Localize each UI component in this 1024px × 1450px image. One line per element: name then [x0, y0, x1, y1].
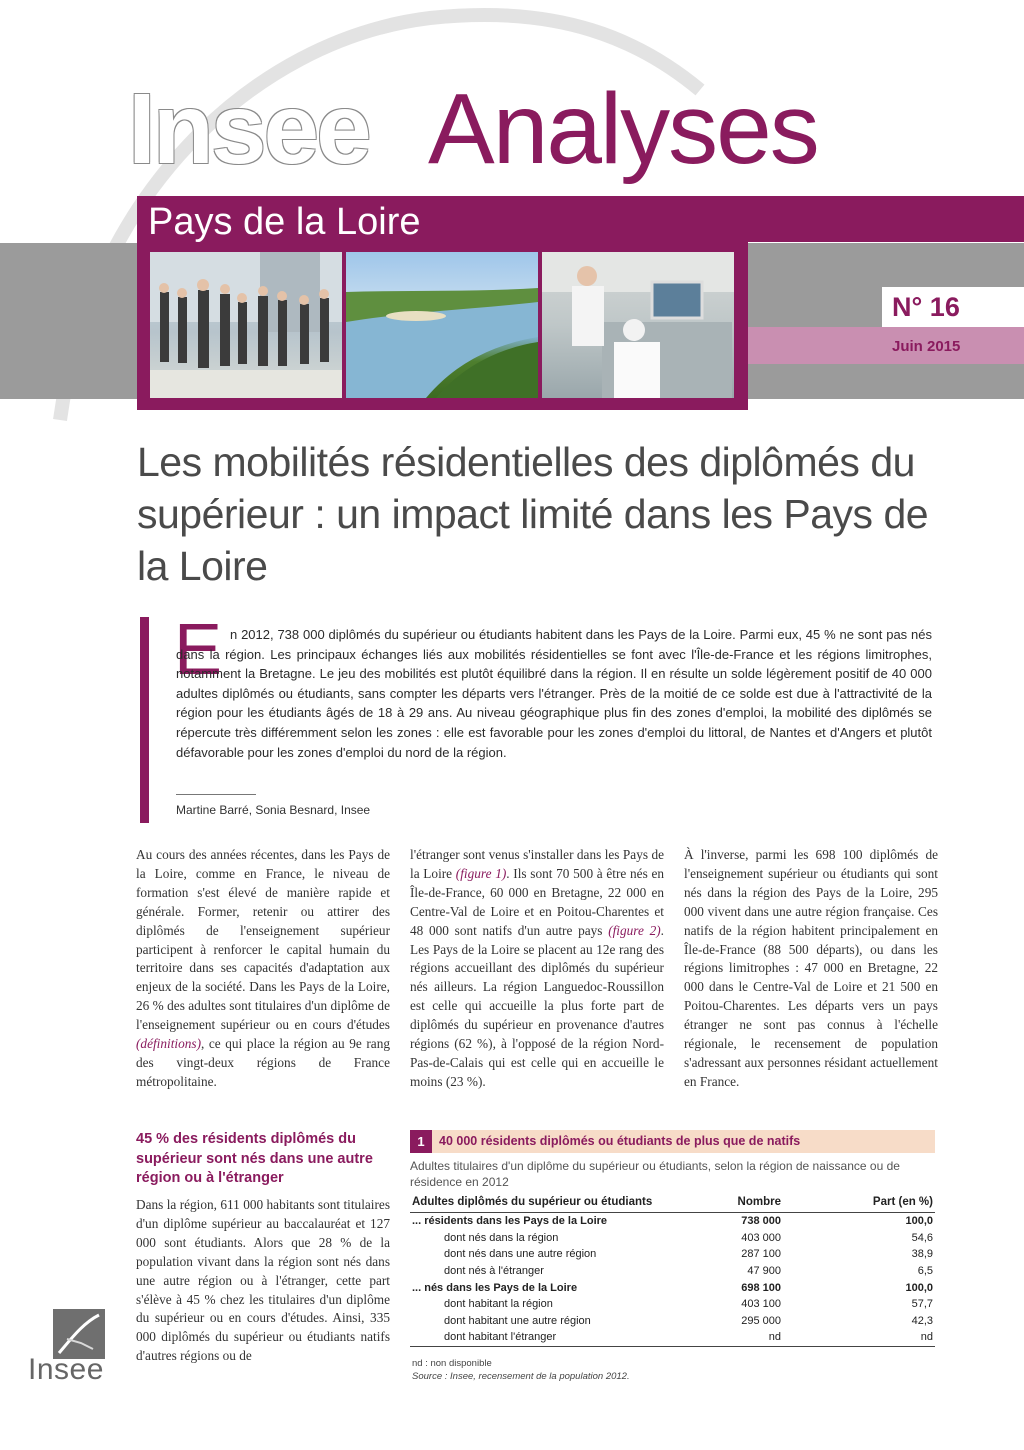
- row-nombre: 47 900: [747, 1265, 781, 1278]
- row-label: dont habitant une autre région: [444, 1314, 591, 1327]
- table-row: [410, 1246, 935, 1263]
- row-label: ... nés dans les Pays de la Loire: [412, 1281, 578, 1294]
- article-authors: Martine Barré, Sonia Besnard, Insee: [176, 803, 371, 817]
- table-row: [410, 1230, 935, 1247]
- figure-source: Source : Insee, recensement de la population 2012.: [412, 1371, 630, 1382]
- lead-accent-bar: [140, 617, 149, 823]
- row-label: dont nés dans une autre région: [444, 1248, 597, 1261]
- article-title: Les mobilités résidentielles des diplômés du supérieur : un impact limité dans les Pays de la Loire: [137, 439, 929, 589]
- issue-number: N° 16: [892, 292, 960, 322]
- figure-note: nd : non disponible: [412, 1358, 492, 1369]
- row-label: ... résidents dans les Pays de la Loire: [412, 1215, 608, 1228]
- row-nombre: 403 000: [741, 1231, 781, 1244]
- row-part: 100,0: [905, 1281, 933, 1294]
- row-part: 57,7: [911, 1298, 933, 1311]
- table-row: [410, 1279, 935, 1296]
- lead-dropcap: E: [174, 610, 223, 690]
- table-row: [410, 1296, 935, 1313]
- table-header-row: [410, 1192, 935, 1213]
- photo-loire-river: [346, 252, 538, 398]
- figure-title: 40 000 résidents diplômés ou étudiants de plus que de natifs: [439, 1134, 801, 1148]
- body-column-2: [410, 846, 664, 1092]
- definitions-link[interactable]: (définitions): [136, 1036, 201, 1052]
- table-row: [410, 1329, 935, 1346]
- row-part: 54,6: [911, 1231, 933, 1244]
- row-nombre: nd: [687, 1329, 783, 1346]
- row-nombre: 738 000: [741, 1215, 781, 1228]
- brand-analyses-logo: Analyses: [428, 73, 818, 185]
- row-part: 6,5: [917, 1265, 933, 1278]
- body-column-1: [136, 846, 390, 1092]
- table-row: [410, 1263, 935, 1280]
- table-row: [410, 1213, 935, 1230]
- figure-2-link[interactable]: (figure 2): [608, 922, 661, 938]
- column-header-part: Part (en %): [783, 1192, 935, 1213]
- region-title: Pays de la Loire: [148, 201, 421, 243]
- row-nombre: 403 100: [741, 1298, 781, 1311]
- body-text: . Les Pays de la Loire se placent au 12e rang des régions accueillant des diplômés du supérieur nés ailleurs. La région Languedoc-Roussillon est celle qui accueille la plus forte part de diplômés du supérieur en provenance d'autres régions (62 %), à l'opposé de la région Nord-Pas-de-Calais qui est celle qui en accueille le moins (23 %).: [410, 922, 664, 1089]
- section-heading: 45 % des résidents diplômés du supérieur sont nés dans une autre région ou à l'étranger: [136, 1131, 373, 1186]
- lead-paragraph: n 2012, 738 000 diplômés du supérieur ou étudiants habitent dans les Pays de la Loire. Parmi eux, 45 % ne sont pas nés dans la région. Les principaux échanges liés aux mobilités résidentielles se font avec l'Île-de-France et les régions limitrophes, notamment la Bretagne. Le jeu des mobilités est plutôt équilibré dans la région. Il en résulte un solde légèrement positif de 40 000 adultes diplômés ou étudiants, sans compter les départs vers l'étranger. Près de la moitié de ce solde est due à l'attractivité de la région pour les étudiants âgés de 18 à 29 ans. Au niveau géographique plus fin des zones d'emploi, la mobilité des diplômés se répercute très différemment selon les zones : elle est favorable pour les zones d'emploi du littoral, de Nantes et d'Angers et plutôt défavorable pour les zones d'emploi du nord de la région.: [176, 627, 932, 760]
- body-column-3: À l'inverse, parmi les 698 100 diplômés de l'enseignement supérieur ou étudiants qui sont nés dans la région des Pays de la Loire, 295 000 vivent dans une autre région française. Ces natifs de la région habitent principalement en Île-de-France (88 500 départs), ou dans les régions limitrophes : 47 000 en Bretagne, 22 000 dans le Centre-Val de Loire et 21 500 en Poitou-Charentes. Les départs vers un pays étranger ne sont pas connus à l'échelle régionale, le recensement de population s'adressant aux personnes résidant actuellement en France.: [684, 847, 938, 1089]
- row-part: 38,9: [911, 1248, 933, 1261]
- body-text: l'étranger sont venus s'installer dans les Pays de la Loire: [410, 847, 664, 881]
- row-part: nd: [783, 1329, 935, 1346]
- body-text: . Ils sont 70 500 à être nés en Île-de-France, 60 000 en Bretagne, 22 000 en Centre-Val de Loire et en Poitou-Charentes et 48 000 sont natifs d'un autre pays: [410, 865, 664, 938]
- issue-date: Juin 2015: [892, 338, 961, 355]
- lead-divider: [176, 794, 256, 795]
- figure-subtitle: Adultes titulaires d'un diplôme du supérieur ou étudiants, selon la région de naissance ou de résidence en 2012: [410, 1159, 900, 1189]
- row-part: 100,0: [905, 1215, 933, 1228]
- photo-pedestrians: [150, 252, 342, 398]
- figure-1-link[interactable]: (figure 1): [455, 865, 507, 881]
- brand-insee-logo: Insee: [128, 73, 369, 185]
- row-label: dont habitant l'étranger: [410, 1329, 687, 1346]
- figure-number: 1: [410, 1130, 432, 1153]
- photo-laboratory: [542, 252, 734, 398]
- body-text: Au cours des années récentes, dans les Pays de la Loire, comme en France, le niveau de formation s'est élevé de manière rapide et générale. Former, retenir ou attirer des diplômés de l'enseignement supérieur participent à renforcer le capital humain du territoire dans ses capacités d'adaptation aux enjeux de la société. Dans les Pays de la Loire, 26 % des adultes sont titulaires d'un diplôme de l'enseignement supérieur ou en cours d'études: [136, 847, 390, 1033]
- section-paragraph: Dans la région, 611 000 habitants sont titulaires d'un diplôme supérieur au baccalauréat et 127 000 sont étudiants. Alors que 28 % de la population vivant dans la région sont nés dans une autre région ou à l'étranger, cette part s'élève à 45 % chez les titulaires d'un diplôme du supérieur ou en cours d'études. Ainsi, 335 000 diplômés du supérieur ou étudiants natifs d'autres régions ou de: [136, 1197, 390, 1364]
- table-row: [410, 1313, 935, 1330]
- row-nombre: 295 000: [741, 1314, 781, 1327]
- row-label: dont nés à l'étranger: [444, 1265, 544, 1278]
- row-label: dont habitant la région: [444, 1298, 553, 1311]
- row-nombre: 698 100: [741, 1281, 781, 1294]
- insee-logo-text: Insee: [28, 1353, 104, 1386]
- figure-table: [410, 1192, 935, 1347]
- row-label: dont nés dans la région: [444, 1231, 559, 1244]
- row-nombre: 287 100: [741, 1248, 781, 1261]
- header-date-band: [748, 327, 1024, 364]
- row-part: 42,3: [911, 1314, 933, 1327]
- column-header-nombre: Nombre: [687, 1192, 783, 1213]
- column-header-label: Adultes diplômés du supérieur ou étudiants: [410, 1192, 687, 1213]
- body-text: , ce qui place la région au 9e rang des vingt-deux régions de France métropolitaine.: [136, 1036, 390, 1089]
